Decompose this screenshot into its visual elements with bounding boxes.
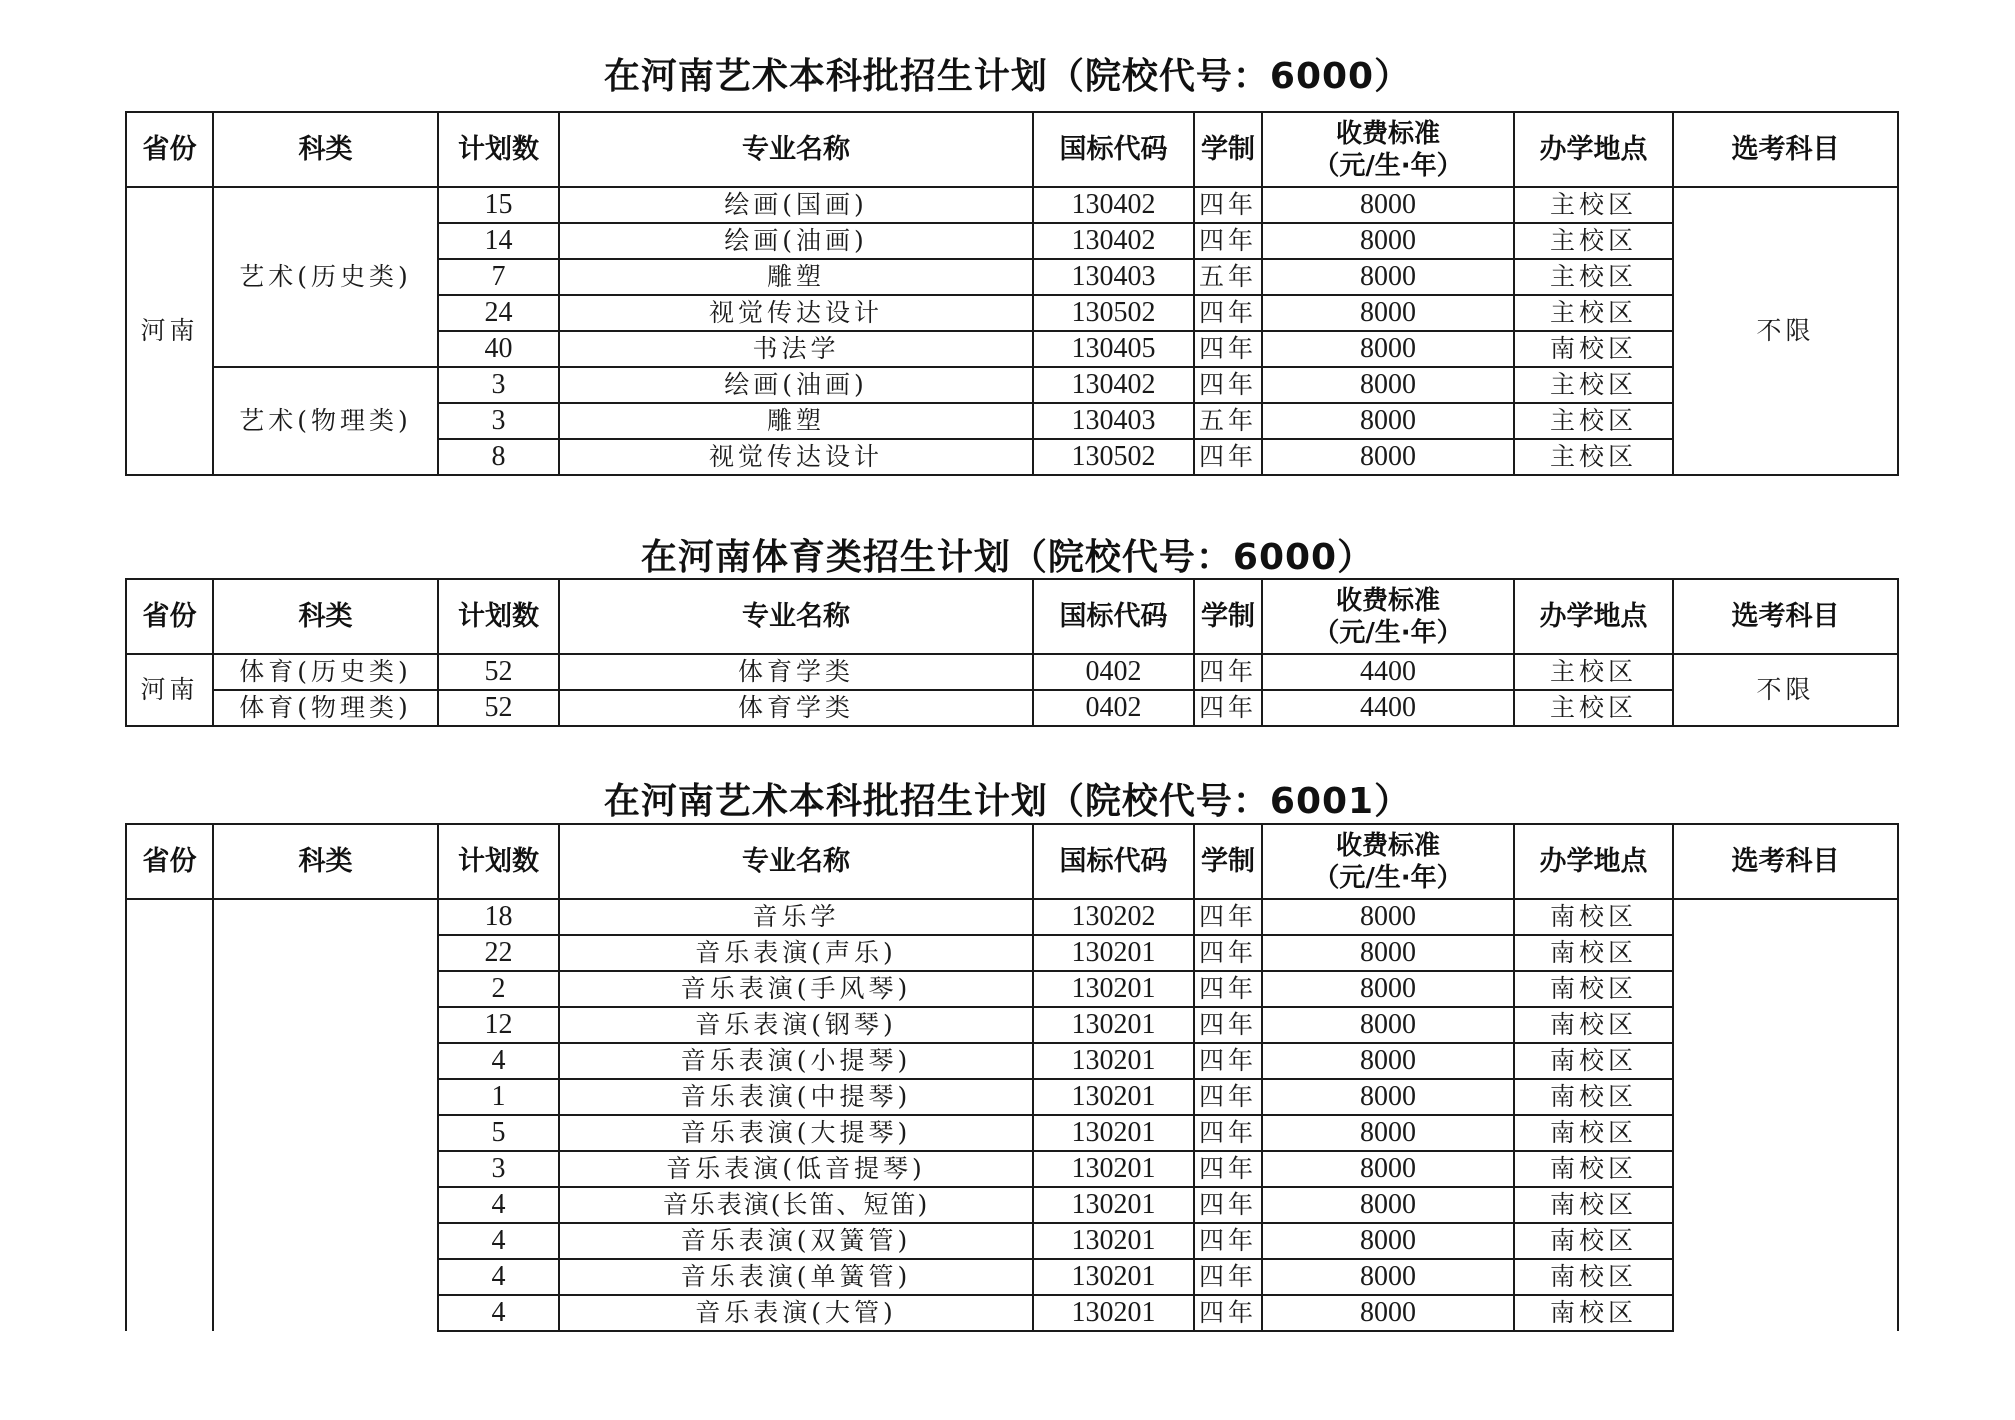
campus-cell: 主校区 [1514,223,1673,259]
fee-cell: 8000 [1262,187,1514,223]
table-row [126,367,1898,403]
duration-cell: 四年 [1194,1259,1262,1295]
code-cell: 130201 [1033,1043,1194,1079]
category-cell [213,899,438,1331]
code-cell: 130201 [1033,935,1194,971]
header-category: 科类 [213,824,438,899]
header-plan-count: 计划数 [438,112,559,187]
major-cell: 绘画(油画) [559,367,1033,403]
header-fee-line2: （元/生·年） [1313,150,1463,181]
plan-count-cell: 4 [438,1223,559,1259]
plan-count-cell: 4 [438,1295,559,1331]
campus-cell: 南校区 [1514,1043,1673,1079]
fee-cell: 4400 [1262,690,1514,726]
header-row [126,824,1898,899]
duration-cell: 四年 [1194,439,1262,475]
fee-cell: 8000 [1262,367,1514,403]
header-duration: 学制 [1194,824,1262,899]
plan-count-cell: 2 [438,971,559,1007]
code-cell: 130201 [1033,971,1194,1007]
category-cell: 艺术(历史类) [213,187,438,367]
plan-count-cell: 4 [438,1187,559,1223]
header-fee-line1: 收费标准 [1335,118,1440,149]
header-fee-line2: （元/生·年） [1313,862,1463,893]
campus-cell: 南校区 [1514,1151,1673,1187]
header-fee-line1: 收费标准 [1335,585,1440,616]
campus-cell: 南校区 [1514,1259,1673,1295]
fee-cell: 8000 [1262,1007,1514,1043]
code-cell: 130402 [1033,223,1194,259]
fee-cell: 8000 [1262,899,1514,935]
fee-cell: 8000 [1262,1187,1514,1223]
code-cell: 130502 [1033,295,1194,331]
fee-cell: 8000 [1262,439,1514,475]
campus-cell: 南校区 [1514,1115,1673,1151]
duration-cell: 四年 [1194,899,1262,935]
duration-cell: 四年 [1194,1043,1262,1079]
campus-cell: 南校区 [1514,1079,1673,1115]
table-title-art-6000: 在河南艺术本科批招生计划（院校代号：6000） [603,56,1412,97]
fee-cell: 8000 [1262,223,1514,259]
subject-req-cell: 不限 [1673,187,1898,475]
header-category: 科类 [213,112,438,187]
major-cell: 音乐表演(小提琴) [559,1043,1033,1079]
campus-cell: 南校区 [1514,1223,1673,1259]
duration-cell: 五年 [1194,259,1262,295]
major-cell: 雕塑 [559,403,1033,439]
header-national-code: 国标代码 [1033,579,1194,654]
header-fee [1262,579,1514,654]
province-cell [126,899,213,1331]
code-cell: 130201 [1033,1223,1194,1259]
table-row [126,187,1898,223]
duration-cell: 四年 [1194,295,1262,331]
major-cell: 雕塑 [559,259,1033,295]
duration-cell: 四年 [1194,187,1262,223]
duration-cell: 四年 [1194,690,1262,726]
art-plan-table-6000 [125,111,1899,476]
header-fee [1262,112,1514,187]
fee-cell: 8000 [1262,1115,1514,1151]
fee-cell: 8000 [1262,259,1514,295]
header-fee-line1: 收费标准 [1335,830,1440,861]
fee-cell: 8000 [1262,331,1514,367]
fee-cell: 8000 [1262,403,1514,439]
plan-count-cell: 8 [438,439,559,475]
plan-count-cell: 3 [438,1151,559,1187]
table-row [126,899,1898,935]
duration-cell: 四年 [1194,331,1262,367]
plan-count-cell: 24 [438,295,559,331]
province-cell: 河南 [126,187,213,475]
major-cell: 音乐表演(手风琴) [559,971,1033,1007]
fee-cell: 8000 [1262,971,1514,1007]
major-cell: 体育学类 [559,654,1033,690]
category-cell: 体育(物理类) [213,690,438,726]
header-major-name: 专业名称 [559,112,1033,187]
code-cell: 130403 [1033,259,1194,295]
duration-cell: 四年 [1194,1223,1262,1259]
campus-cell: 南校区 [1514,331,1673,367]
plan-count-cell: 5 [438,1115,559,1151]
campus-cell: 主校区 [1514,654,1673,690]
duration-cell: 四年 [1194,654,1262,690]
major-cell: 体育学类 [559,690,1033,726]
major-cell: 音乐表演(大提琴) [559,1115,1033,1151]
code-cell: 130201 [1033,1115,1194,1151]
campus-cell: 主校区 [1514,295,1673,331]
major-cell: 音乐表演(长笛、短笛) [559,1187,1033,1223]
table-title-sports-6000: 在河南体育类招生计划（院校代号：6000） [640,537,1375,578]
plan-count-cell: 15 [438,187,559,223]
header-plan-count: 计划数 [438,579,559,654]
major-cell: 音乐表演(声乐) [559,935,1033,971]
header-fee-line2: （元/生·年） [1313,617,1463,648]
header-national-code: 国标代码 [1033,824,1194,899]
major-cell: 音乐学 [559,899,1033,935]
category-cell: 艺术(物理类) [213,367,438,475]
header-subject-req: 选考科目 [1673,112,1898,187]
duration-cell: 四年 [1194,367,1262,403]
code-cell: 130405 [1033,331,1194,367]
code-cell: 130201 [1033,1259,1194,1295]
header-campus: 办学地点 [1514,112,1673,187]
fee-cell: 8000 [1262,1295,1514,1331]
plan-count-cell: 3 [438,367,559,403]
duration-cell: 五年 [1194,403,1262,439]
duration-cell: 四年 [1194,223,1262,259]
art-plan-table-6001 [125,823,1899,1332]
campus-cell: 南校区 [1514,971,1673,1007]
province-cell: 河南 [126,654,213,726]
duration-cell: 四年 [1194,1007,1262,1043]
major-cell: 音乐表演(钢琴) [559,1007,1033,1043]
duration-cell: 四年 [1194,1295,1262,1331]
sports-plan-table-6000 [125,578,1899,727]
code-cell: 130201 [1033,1079,1194,1115]
duration-cell: 四年 [1194,1187,1262,1223]
code-cell: 130201 [1033,1007,1194,1043]
header-national-code: 国标代码 [1033,112,1194,187]
major-cell: 视觉传达设计 [559,295,1033,331]
header-duration: 学制 [1194,579,1262,654]
header-fee [1262,824,1514,899]
header-subject-req: 选考科目 [1673,579,1898,654]
fee-cell: 8000 [1262,1223,1514,1259]
major-cell: 绘画(国画) [559,187,1033,223]
campus-cell: 主校区 [1514,187,1673,223]
duration-cell: 四年 [1194,935,1262,971]
header-plan-count: 计划数 [438,824,559,899]
campus-cell: 主校区 [1514,367,1673,403]
plan-count-cell: 14 [438,223,559,259]
fee-cell: 8000 [1262,1043,1514,1079]
fee-cell: 8000 [1262,295,1514,331]
campus-cell: 南校区 [1514,1295,1673,1331]
plan-count-cell: 52 [438,654,559,690]
campus-cell: 南校区 [1514,1007,1673,1043]
plan-count-cell: 12 [438,1007,559,1043]
plan-count-cell: 22 [438,935,559,971]
header-category: 科类 [213,579,438,654]
fee-cell: 8000 [1262,1151,1514,1187]
table-row [126,690,1898,726]
duration-cell: 四年 [1194,1079,1262,1115]
header-row [126,579,1898,654]
header-province: 省份 [126,579,213,654]
fee-cell: 8000 [1262,1259,1514,1295]
fee-cell: 4400 [1262,654,1514,690]
code-cell: 0402 [1033,690,1194,726]
major-cell: 视觉传达设计 [559,439,1033,475]
duration-cell: 四年 [1194,1115,1262,1151]
header-duration: 学制 [1194,112,1262,187]
code-cell: 130202 [1033,899,1194,935]
duration-cell: 四年 [1194,1151,1262,1187]
plan-count-cell: 52 [438,690,559,726]
major-cell: 音乐表演(单簧管) [559,1259,1033,1295]
campus-cell: 主校区 [1514,403,1673,439]
duration-cell: 四年 [1194,971,1262,1007]
major-cell: 音乐表演(双簧管) [559,1223,1033,1259]
code-cell: 130201 [1033,1187,1194,1223]
plan-count-cell: 3 [438,403,559,439]
header-campus: 办学地点 [1514,579,1673,654]
header-subject-req: 选考科目 [1673,824,1898,899]
campus-cell: 主校区 [1514,690,1673,726]
header-major-name: 专业名称 [559,824,1033,899]
code-cell: 130403 [1033,403,1194,439]
plan-count-cell: 18 [438,899,559,935]
code-cell: 0402 [1033,654,1194,690]
header-province: 省份 [126,824,213,899]
campus-cell: 南校区 [1514,899,1673,935]
code-cell: 130201 [1033,1151,1194,1187]
subject-req-cell: 不限 [1673,654,1898,726]
category-cell: 体育(历史类) [213,654,438,690]
major-cell: 音乐表演(大管) [559,1295,1033,1331]
campus-cell: 南校区 [1514,1187,1673,1223]
major-cell: 音乐表演(低音提琴) [559,1151,1033,1187]
code-cell: 130201 [1033,1295,1194,1331]
major-cell: 音乐表演(中提琴) [559,1079,1033,1115]
table-title-art-6001: 在河南艺术本科批招生计划（院校代号：6001） [603,781,1412,822]
campus-cell: 主校区 [1514,259,1673,295]
major-cell: 绘画(油画) [559,223,1033,259]
fee-cell: 8000 [1262,1079,1514,1115]
campus-cell: 南校区 [1514,935,1673,971]
code-cell: 130402 [1033,187,1194,223]
header-campus: 办学地点 [1514,824,1673,899]
plan-count-cell: 40 [438,331,559,367]
code-cell: 130502 [1033,439,1194,475]
plan-count-cell: 1 [438,1079,559,1115]
plan-count-cell: 4 [438,1259,559,1295]
campus-cell: 主校区 [1514,439,1673,475]
plan-count-cell: 4 [438,1043,559,1079]
table-row [126,654,1898,690]
header-row [126,112,1898,187]
major-cell: 书法学 [559,331,1033,367]
header-major-name: 专业名称 [559,579,1033,654]
code-cell: 130402 [1033,367,1194,403]
plan-count-cell: 7 [438,259,559,295]
subject-req-cell [1673,899,1898,1331]
fee-cell: 8000 [1262,935,1514,971]
header-province: 省份 [126,112,213,187]
